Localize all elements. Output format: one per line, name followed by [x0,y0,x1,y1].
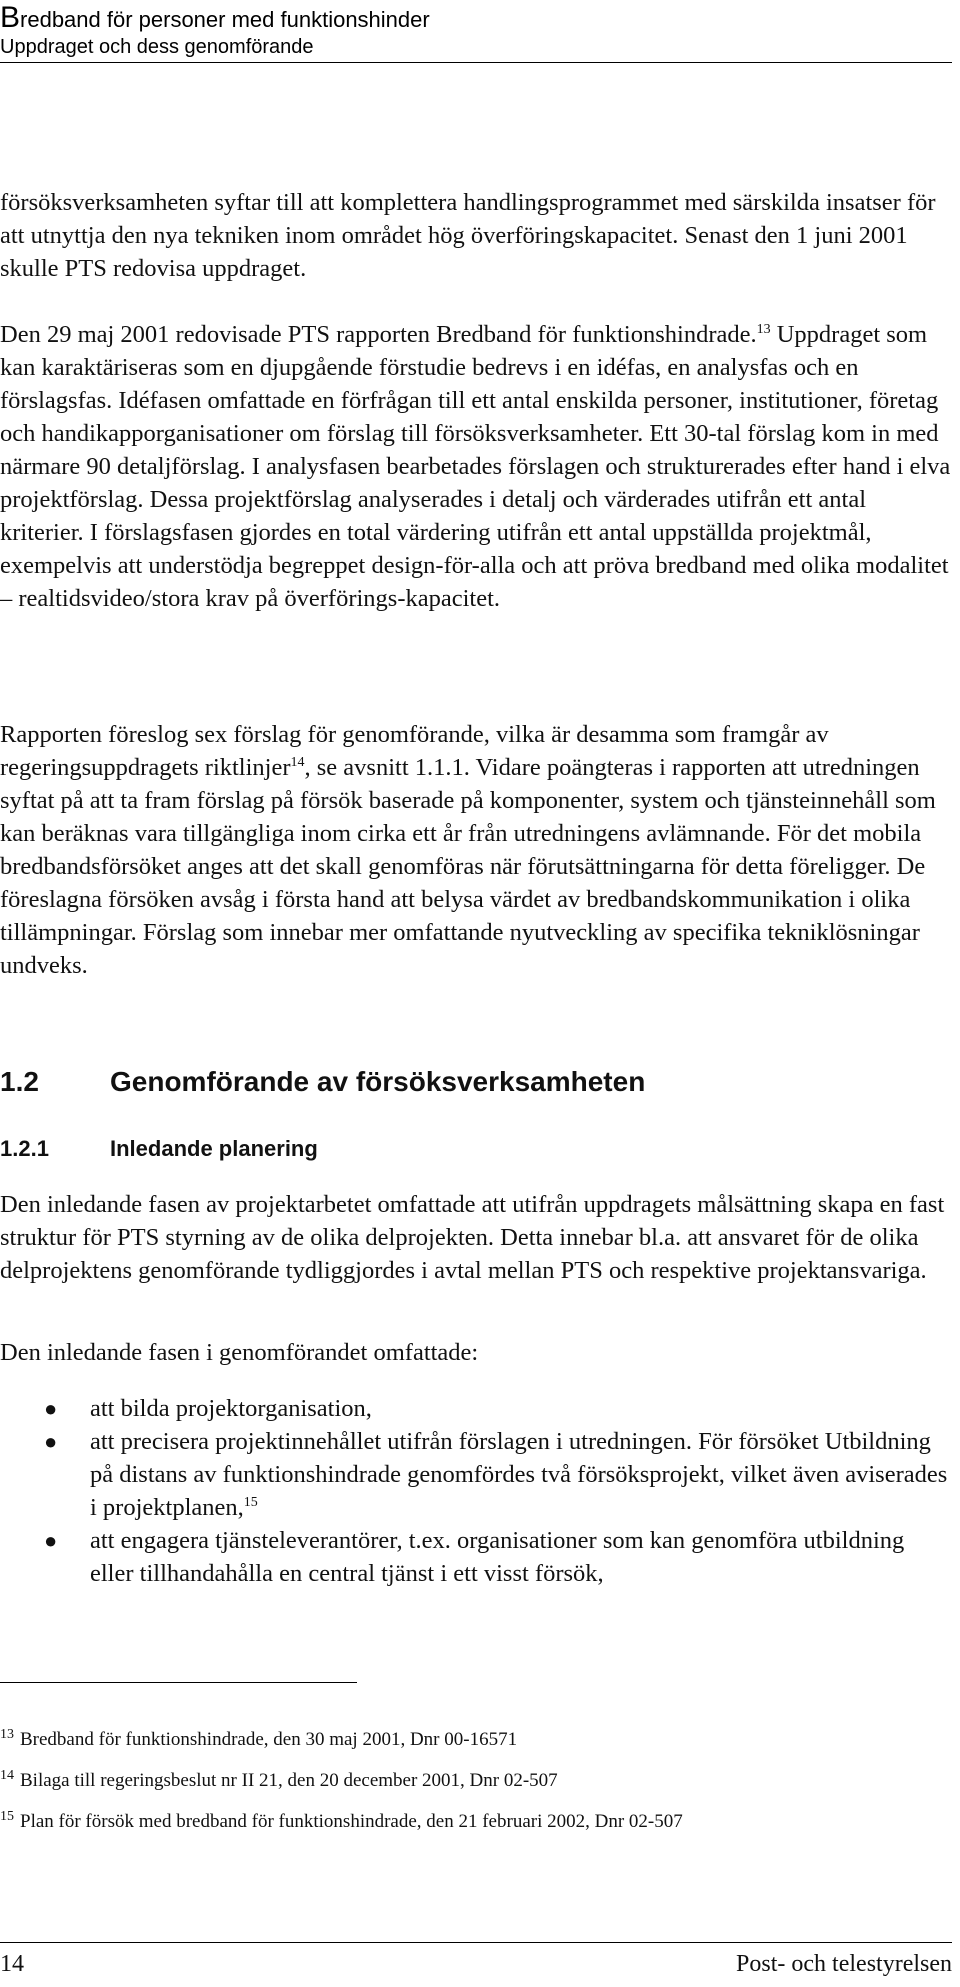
paragraph-text: Den inledande fasen av projektarbetet omfattade att utifrån uppdragets målsättning skapa en fast struktur för PTS styrning av de olika delprojekten. Detta innebar bl.a. att ansvaret för de olika delprojektens genomförande tydliggjordes i avtal mellan PTS och respektive projektansvariga. [0,1191,945,1284]
footnote-number: 13 [0,1726,14,1742]
footnote-number: 15 [0,1808,14,1824]
paragraph-text: försöksverksamheten syftar till att komplettera handlingsprogrammet med särskilda insatser för att utnyttja den nya tekniken inom området hög överföringskapacitet. Senast den 1 juni 2001 skulle PTS redovisa uppdraget. [0,189,936,282]
list-item [0,1392,952,1425]
paragraph-intro [0,186,952,285]
page-footer [0,1942,952,1981]
header-rule [0,62,952,63]
footnote-14 [0,1769,952,1810]
section-number: 1.2 [0,1066,39,1097]
subsection-number: 1.2.1 [0,1136,49,1161]
running-title-initial: B [0,1,21,34]
paragraph-segment: , se avsnitt 1.1.1. Vidare poängteras i rapporten att utredningen syftat på att ta fram förslag på försök baserade på komponenter, system och tjänsteinnehåll som kan beräknas vara tillgängliga inom cirka ett år från utredningens avlämnande. För det mobila bredbandsförsöket anges att det skall genomföras när förutsättningarna för detta föreligger. De föreslagna försöken avsåg i första hand att belysa värdet av bredbandskommunikation i olika tillämpningar. Förslag som innebar mer omfattande nyutveckling av specifika tekniklösningar undveks. [0,754,936,979]
running-subtitle: Uppdraget och dess genomförande [0,36,314,58]
paragraph-report [0,318,952,615]
running-title [0,1,952,34]
bullet-list [0,1392,952,1590]
footer-organization: Post- och telestyrelsen [736,1951,952,1977]
page-header [0,1,952,63]
list-item [0,1524,952,1590]
list-item-text: att bilda projektorganisation, [90,1395,372,1422]
paragraph-planning [0,1188,952,1287]
footnote-text: Bilaga till regeringsbeslut nr II 21, den 20 december 2001, Dnr 02-507 [20,1770,558,1791]
paragraph-segment: Rapporten föreslog sex förslag för genomförande, vilka är desamma som framgår av regeringsuppdragets riktlinjer [0,721,829,781]
section-title: Genomförande av försöksverksamheten [110,1066,646,1097]
running-title-text: redband för personer med funktionshinder [20,7,430,32]
footer-row [0,1947,952,1981]
paragraph-text [0,718,952,982]
footnote-text: Plan för försök med bredband för funktionshindrade, den 21 februari 2002, Dnr 02-507 [20,1811,683,1832]
list-item-text: att precisera projektinnehållet utifrån förslagen i utredningen. För försöket Utbildning på distans av funktionshindrade genomfördes två försöksprojekt, vilket även aviserades i projektplanen, [90,1428,948,1521]
footnote-ref: 15 [243,1494,258,1510]
paragraph-text [0,318,952,615]
footnote-15 [0,1810,952,1851]
page-number: 14 [0,1951,24,1977]
paragraph-segment: Den 29 maj 2001 redovisade PTS rapporten Bredband för funktionshindrade. [0,321,757,348]
bullet-icon: ● [44,1396,58,1421]
section-heading [0,1065,952,1099]
footnote-ref: 14 [290,754,305,770]
footnote-number: 14 [0,1767,14,1783]
footnotes [0,1728,952,1851]
footer-rule [0,1942,952,1943]
bullet-icon: ● [44,1429,58,1454]
paragraph-proposals [0,718,952,982]
subsection-heading [0,1134,952,1164]
footnote-13 [0,1728,952,1769]
paragraph-segment: Uppdraget som kan karaktäriseras som en djupgående förstudie bedrevs i en idéfas, en analysfas och en förslagsfas. Idéfasen omfattade en förfrågan till ett antal enskilda personer, institutioner, företag och handikapporganisationer om förslag till försöksverksamheter. Ett 30-tal förslag kom in med närmare 90 detaljförslag. I analysfasen bearbetades förslagen och strukturerades efter hand i elva projektförslag. Dessa projektförslag analyserades i detalj och värderades utifrån ett antal kriterier. I förslagsfasen gjordes en total värdering utifrån ett antal uppställda projektmål, exempelvis att understödja begreppet design-för-alla och att pröva bredband med olika modalitet – realtidsvideo/stora krav på överförings-kapacitet. [0,321,951,612]
footnote-rule [0,1682,357,1683]
subsection-title: Inledande planering [110,1136,318,1161]
list-item-text: att engagera tjänsteleverantörer, t.ex. organisationer som kan genomföra utbildning eller tillhandahålla en central tjänst i ett visst försök, [90,1527,905,1587]
footnote-text: Bredband för funktionshindrade, den 30 maj 2001, Dnr 00-16571 [20,1729,518,1750]
bullet-icon: ● [44,1528,58,1553]
paragraph-text: Den inledande fasen i genomförandet omfattade: [0,1339,479,1366]
list-item [0,1425,952,1524]
paragraph-list-intro [0,1336,952,1369]
footnote-ref: 13 [756,321,771,337]
